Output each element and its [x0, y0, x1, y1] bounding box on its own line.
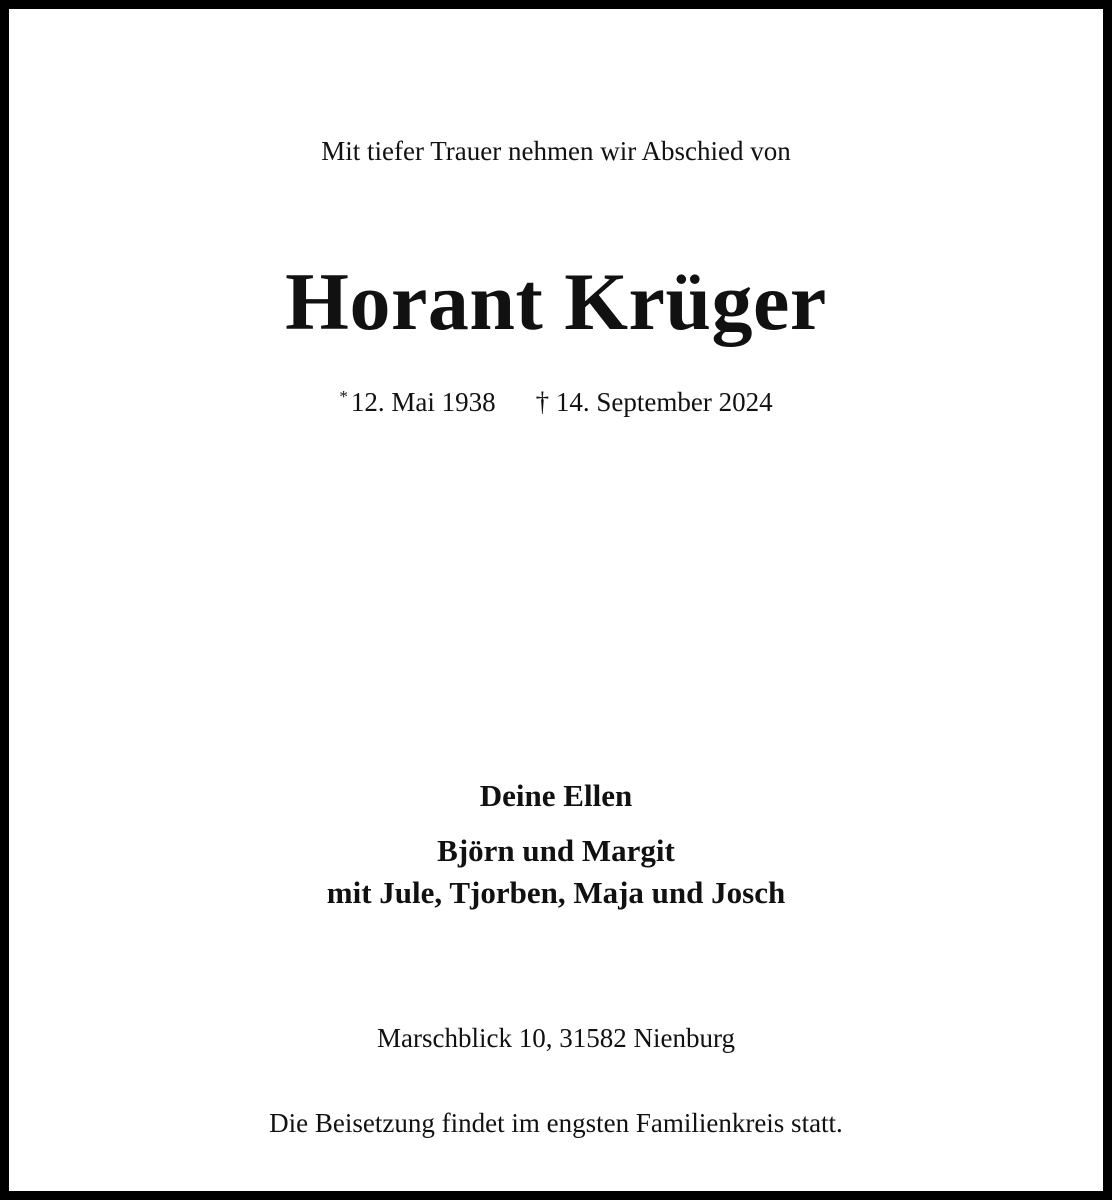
family-line-3: mit Jule, Tjorben, Maja und Josch — [326, 875, 786, 910]
intro-text: Mit tiefer Trauer nehmen wir Abschied von — [321, 136, 791, 166]
death-date: 14. September 2024 — [555, 387, 773, 417]
family-line-2: Björn und Margit — [437, 833, 675, 868]
family-line-1: Deine Ellen — [479, 778, 633, 813]
deceased-name: Horant Krüger — [285, 256, 827, 347]
burial-note: Die Beisetzung findet im engsten Familienkreis statt. — [269, 1108, 843, 1138]
birth-date: 12. Mai 1938 — [350, 387, 496, 417]
birth-symbol: * — [339, 387, 348, 406]
life-dates — [9, 379, 1103, 420]
address-text: Marschblick 10, 31582 Nienburg — [377, 1023, 735, 1053]
death-symbol: † — [535, 387, 550, 417]
